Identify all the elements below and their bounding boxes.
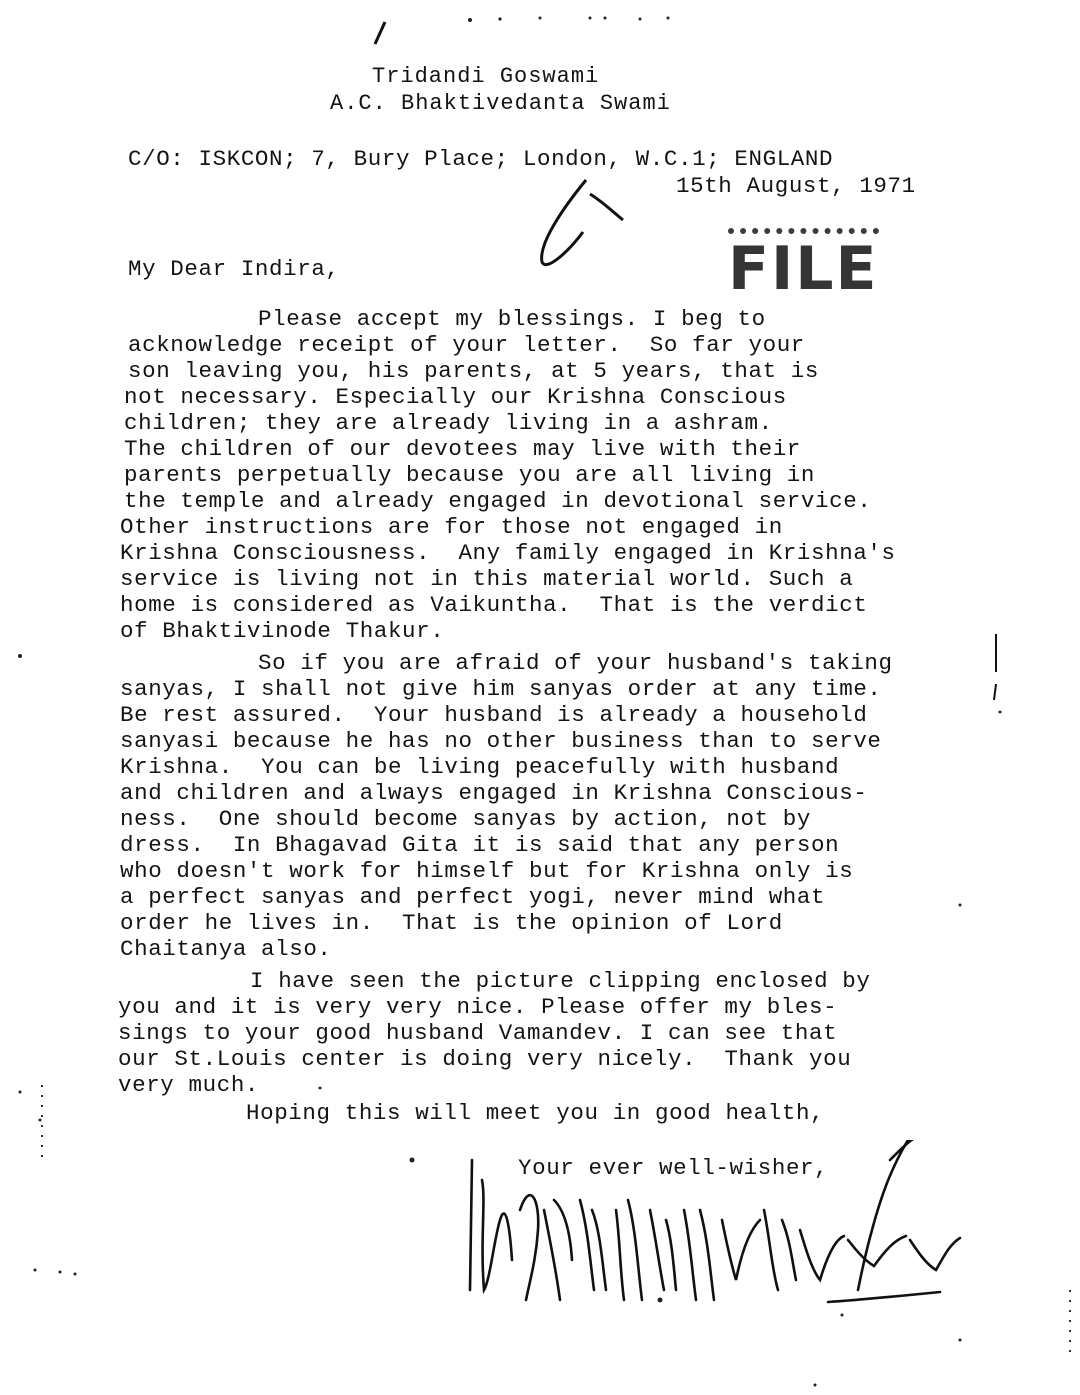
body-line: the temple and already engaged in devotional service.	[124, 488, 872, 514]
body-line: So if you are afraid of your husband's taking	[258, 650, 893, 676]
body-line: Please accept my blessings. I beg to	[258, 306, 766, 332]
body-line: The children of our devotees may live with their	[124, 436, 801, 462]
pen-mark	[365, 18, 395, 48]
letterhead-line-2: A.C. Bhaktivedanta Swami	[330, 91, 671, 116]
body-line: Hoping this will meet you in good health,	[246, 1100, 825, 1126]
body-line: Krishna. You can be living peacefully with husband	[120, 754, 840, 780]
body-line: sings to your good husband Vamandev. I can see that	[118, 1020, 838, 1046]
body-line: children; they are already living in a ashram.	[124, 410, 773, 436]
salutation: My Dear Indira,	[128, 256, 340, 282]
file-stamp: FILE	[728, 228, 879, 304]
body-line: parents perpetually because you are all living in	[124, 462, 816, 488]
body-line: sanyas, I shall not give him sanyas order at any time.	[120, 676, 882, 702]
handwritten-signature	[460, 1140, 970, 1330]
letterhead-line-1: Tridandi Goswami	[372, 64, 600, 89]
body-line: who doesn't work for himself but for Krishna only is	[120, 858, 854, 884]
letter-date: 15th August, 1971	[676, 173, 916, 199]
body-line: a perfect sanyas and perfect yogi, never mind what	[120, 884, 826, 910]
body-line: son leaving you, his parents, at 5 years, that is	[128, 358, 820, 384]
body-line: I have seen the picture clipping enclosed by	[250, 968, 871, 994]
body-line: not necessary. Especially our Krishna Conscious	[124, 384, 787, 410]
body-line: Chaitanya also.	[120, 936, 332, 962]
body-line: acknowledge receipt of your letter. So far your	[128, 332, 805, 358]
body-line: our St.Louis center is doing very nicely. Thank you	[118, 1046, 852, 1072]
margin-mark	[990, 632, 1010, 702]
body-line: Be rest assured. Your husband is already a household	[120, 702, 868, 728]
closing: Your ever well-wisher,	[518, 1155, 829, 1181]
address-line: C/O: ISKCON; 7, Bury Place; London, W.C.1; ENGLAND	[128, 146, 834, 172]
body-line: ness. One should become sanyas by action, not by	[120, 806, 812, 832]
check-mark	[528, 172, 648, 272]
body-line: very much.	[118, 1072, 260, 1098]
body-line: of Bhaktivinode Thakur.	[120, 618, 445, 644]
body-line: order he lives in. That is the opinion of Lord	[120, 910, 783, 936]
body-line: dress. In Bhagavad Gita it is said that any person	[120, 832, 840, 858]
body-line: Other instructions are for those not engaged in	[120, 514, 783, 540]
body-line: sanyasi because he has no other business than to serve	[120, 728, 882, 754]
body-line: home is considered as Vaikuntha. That is the verdict	[120, 592, 868, 618]
body-line: service is living not in this material world. Such a	[120, 566, 854, 592]
body-line: you and it is very very nice. Please offer my bles-	[118, 994, 838, 1020]
body-line: and children and always engaged in Krishna Conscious-	[120, 780, 868, 806]
body-line: Krishna Consciousness. Any family engaged in Krishna's	[120, 540, 896, 566]
